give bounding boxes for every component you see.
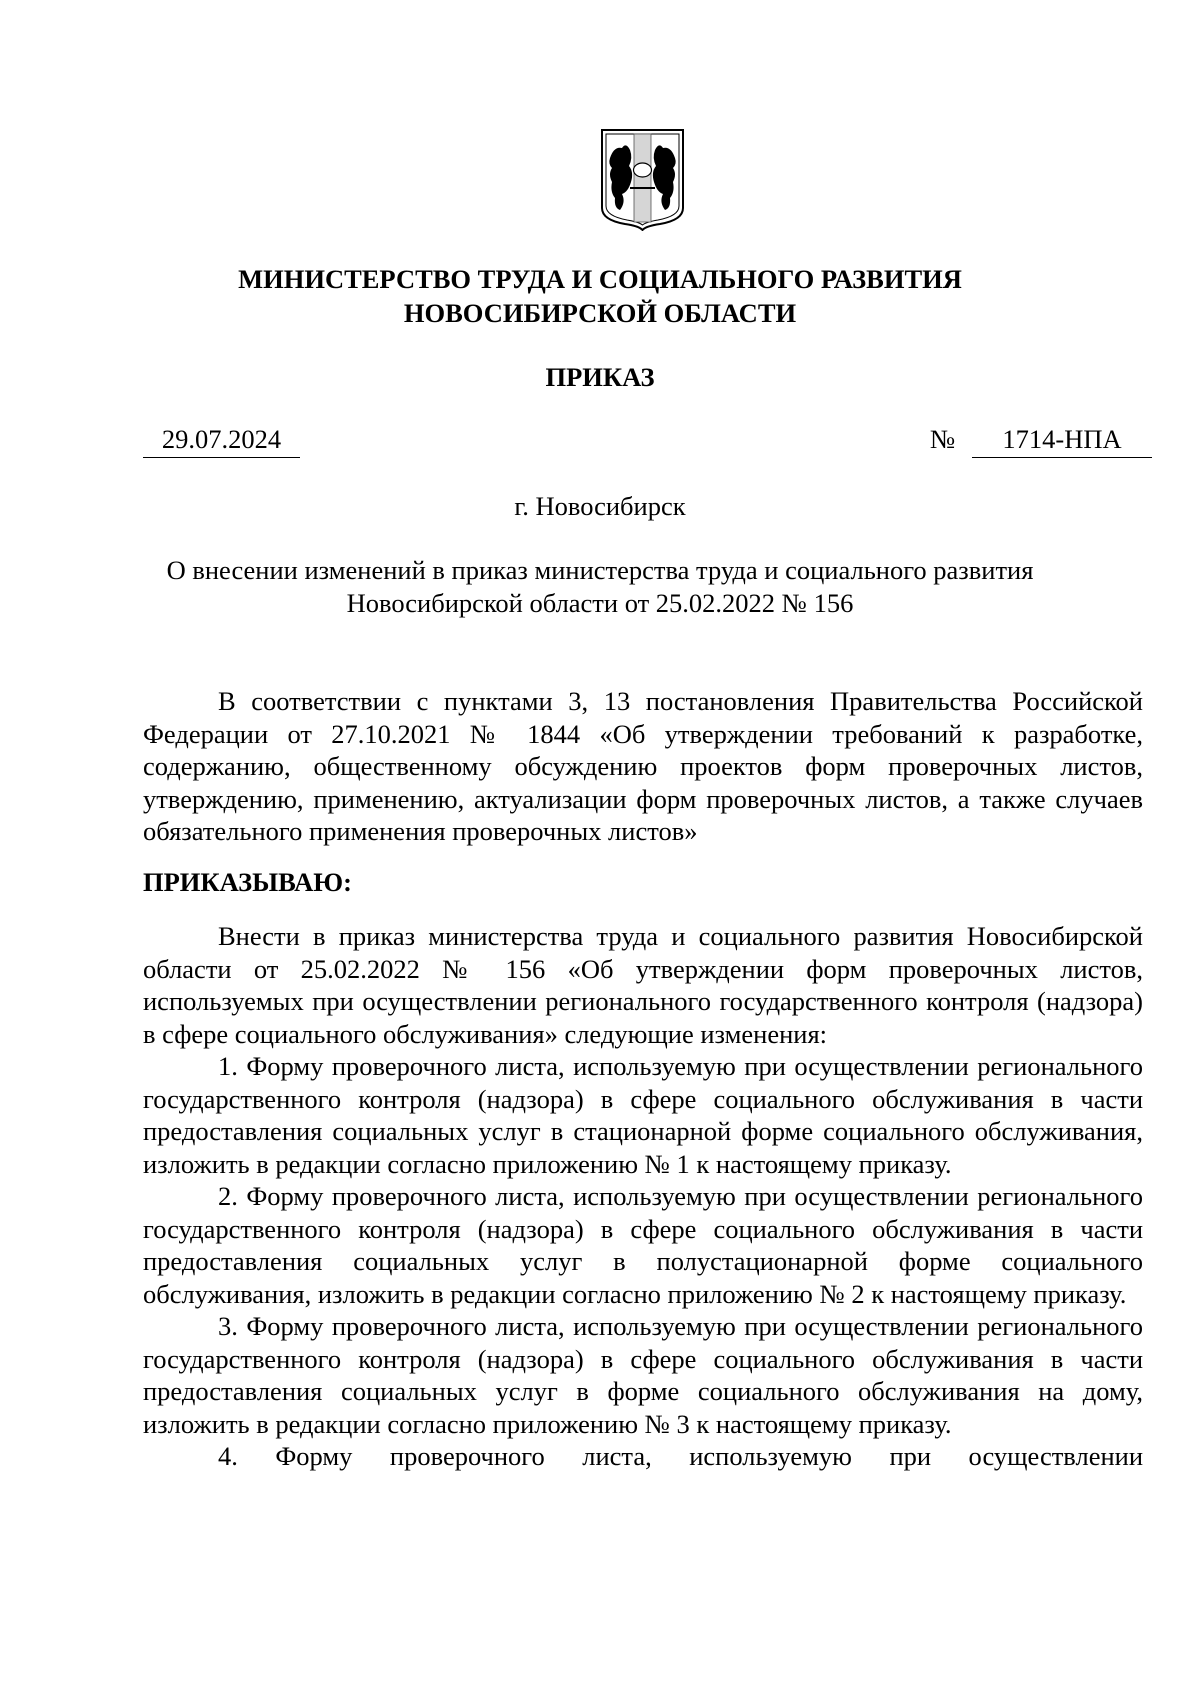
document-date: 29.07.2024: [143, 423, 300, 458]
body-paragraph-1: 1. Форму проверочного листа, используемую при осуществлении регионального государственного контроля (надзора) в сфере социального обслуживания в части предоставления социальных услуг в стационарной форме социального обслуживания, изложить в редакции согласно приложению № 1 к настоящему приказу.: [143, 1051, 1143, 1179]
document-number: 1714-НПА: [972, 423, 1152, 458]
coat-of-arms-icon: [600, 128, 685, 231]
body-paragraph-4: 4. Форму проверочного листа, используемую при осуществлении: [218, 1441, 1143, 1471]
body-paragraph-3: 3. Форму проверочного листа, используемую при осуществлении регионального государственного контроля (надзора) в сфере социального обслуживания в части предоставления социальных услуг в форме социального обслуживания на дому, изложить в редакции согласно приложению № 3 к настоящему приказу.: [143, 1311, 1143, 1439]
decree-word: ПРИКАЗЫВАЮ:: [143, 867, 352, 897]
number-sign: №: [930, 424, 956, 454]
order-body: [143, 920, 1143, 1473]
document-subject: [150, 554, 1050, 620]
preamble-paragraph: В соответствии с пунктами 3, 13 постановления Правительства Российской Федерации от 27.10.2021 № 1844 «Об утверждении требований к разработке, содержанию, общественному обсуждению проектов форм проверочных листов, утверждению, применению, актуализации форм проверочных листов, а также случаев обязательного применения проверочных листов»: [143, 686, 1143, 846]
document-type: ПРИКАЗ: [545, 362, 655, 392]
ministry-name: [0, 262, 1200, 330]
subject-line-2: Новосибирской области от 25.02.2022 № 156: [346, 588, 854, 618]
body-paragraph-intro: Внести в приказ министерства труда и социального развития Новосибирской области от 25.02.2022 № 156 «Об утверждении форм проверочных листов, используемых при осуществлении регионального государственного контроля (надзора) в сфере социального обслуживания» следующие изменения:: [143, 921, 1143, 1049]
ministry-line-1: МИНИСТЕРСТВО ТРУДА И СОЦИАЛЬНОГО РАЗВИТИЯ: [238, 264, 962, 294]
preamble: [143, 685, 1143, 848]
ministry-line-2: НОВОСИБИРСКОЙ ОБЛАСТИ: [403, 298, 797, 328]
body-paragraph-2: 2. Форму проверочного листа, используемую при осуществлении регионального государственного контроля (надзора) в сфере социального обслуживания в части предоставления социальных услуг в полустационарной форме социального обслуживания, изложить в редакции согласно приложению № 2 к настоящему приказу.: [143, 1181, 1143, 1309]
document-city: г. Новосибирск: [514, 491, 686, 521]
subject-line-1: О внесении изменений в приказ министерства труда и социального развития: [166, 555, 1034, 585]
